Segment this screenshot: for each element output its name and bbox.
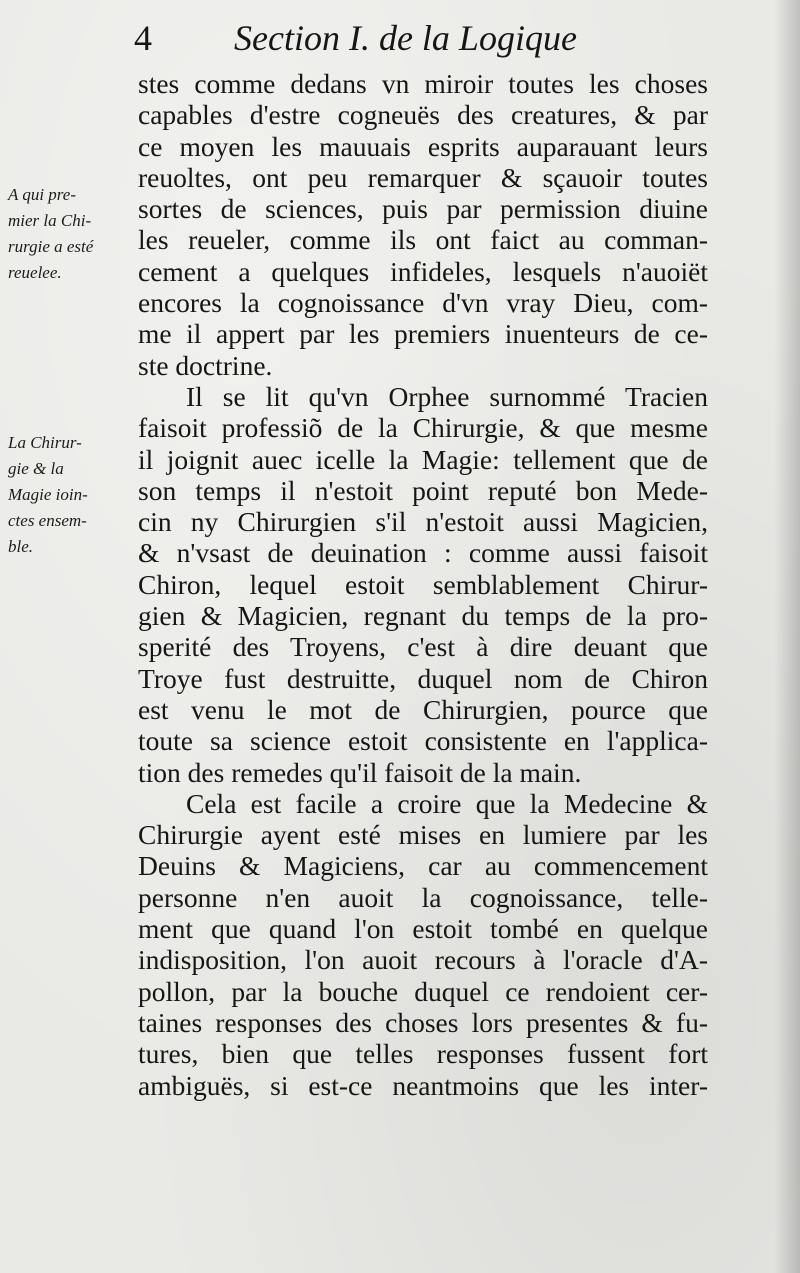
text-line: encores la cognoissance d'vn vray Dieu, com- bbox=[138, 287, 708, 319]
text-line: Troye fust destruitte, duquel nom de Chiron bbox=[138, 662, 708, 694]
text-line: les reueler, comme ils ont faict au comman- bbox=[138, 224, 708, 256]
text-line: & n'vsast de deuination : comme aussi faisoit bbox=[138, 537, 708, 569]
text-line: gien & Magicien, regnant du temps de la pro- bbox=[138, 600, 708, 632]
text-line: Cela est facile a croire que la Medecine & bbox=[186, 787, 708, 819]
margin-note-line: reuelee. bbox=[8, 263, 62, 282]
margin-note-line: La Chirur- bbox=[8, 433, 82, 452]
text-line: ce moyen les mauuais esprits auparauant leurs bbox=[138, 130, 708, 162]
text-line: ambiguës, si est-ce neantmoins que les inter- bbox=[138, 1069, 708, 1101]
margin-note-line: Magie ioin- bbox=[8, 485, 88, 504]
text-line: personne n'en auoit la cognoissance, telle- bbox=[138, 881, 708, 913]
text-line: stes comme dedans vn miroir toutes les choses bbox=[138, 68, 708, 99]
text-line: ment que quand l'on estoit tombé en quelque bbox=[138, 913, 708, 945]
margin-note-surgery-magic bbox=[8, 430, 136, 560]
page-edge-shadow bbox=[774, 0, 800, 1273]
text-line: faisoit professiõ de la Chirurgie, & que mesme bbox=[138, 412, 708, 444]
margin-note-line: A qui pre- bbox=[8, 185, 76, 204]
margin-note-line: rurgie a esté bbox=[8, 237, 94, 256]
text-line: tures, bien que telles responses fussent fort bbox=[138, 1038, 708, 1070]
text-line: Deuins & Magiciens, car au commencement bbox=[138, 850, 708, 882]
text-line: tion des remedes qu'il faisoit de la main. bbox=[138, 756, 582, 788]
text-line: Chiron, lequel estoit semblablement Chirur- bbox=[138, 568, 708, 600]
text-line: Chirurgie ayent esté mises en lumiere par les bbox=[138, 819, 708, 851]
text-line: ste doctrine. bbox=[138, 349, 273, 381]
margin-note-line: mier la Chi- bbox=[8, 211, 92, 230]
margin-note-line: gie & la bbox=[8, 459, 64, 478]
body-text bbox=[138, 68, 708, 1101]
text-line: cement a quelques infideles, lesquels n'auoiët bbox=[138, 255, 708, 287]
text-line: est venu le mot de Chirurgien, pource que bbox=[138, 693, 708, 725]
text-line: toute sa science estoit consistente en l'applica- bbox=[138, 725, 708, 757]
running-header bbox=[134, 14, 734, 62]
text-line: me il appert par les premiers inuenteurs de ce- bbox=[138, 318, 708, 350]
text-line: capables d'estre cogneuës des creatures, & par bbox=[138, 99, 708, 131]
text-line: cin ny Chirurgien s'il n'estoit aussi Magicien, bbox=[138, 506, 708, 538]
text-line: il joignit auec icelle la Magie: tellement que de bbox=[138, 443, 708, 475]
text-line: sperité des Troyens, c'est à dire deuant que bbox=[138, 631, 708, 663]
page-number: 4 bbox=[134, 18, 152, 58]
margin-note-line: ctes ensem- bbox=[8, 511, 87, 530]
text-line: taines responses des choses lors presentes & fu- bbox=[138, 1006, 708, 1038]
margin-note-first-revelation bbox=[8, 182, 136, 286]
text-line: son temps il n'estoit point reputé bon Mede- bbox=[138, 474, 708, 506]
running-title: Section I. de la Logique bbox=[234, 18, 577, 58]
text-line: Il se lit qu'vn Orphee surnommé Tracien bbox=[186, 380, 708, 412]
text-line: pollon, par la bouche duquel ce rendoient cer- bbox=[138, 975, 708, 1007]
text-line: sortes de sciences, puis par permission diuine bbox=[138, 193, 708, 225]
text-line: reuoltes, ont peu remarquer & sçauoir toutes bbox=[138, 161, 708, 193]
text-line: indisposition, l'on auoit recours à l'oracle d'A- bbox=[138, 944, 708, 976]
margin-note-line: ble. bbox=[8, 537, 34, 556]
